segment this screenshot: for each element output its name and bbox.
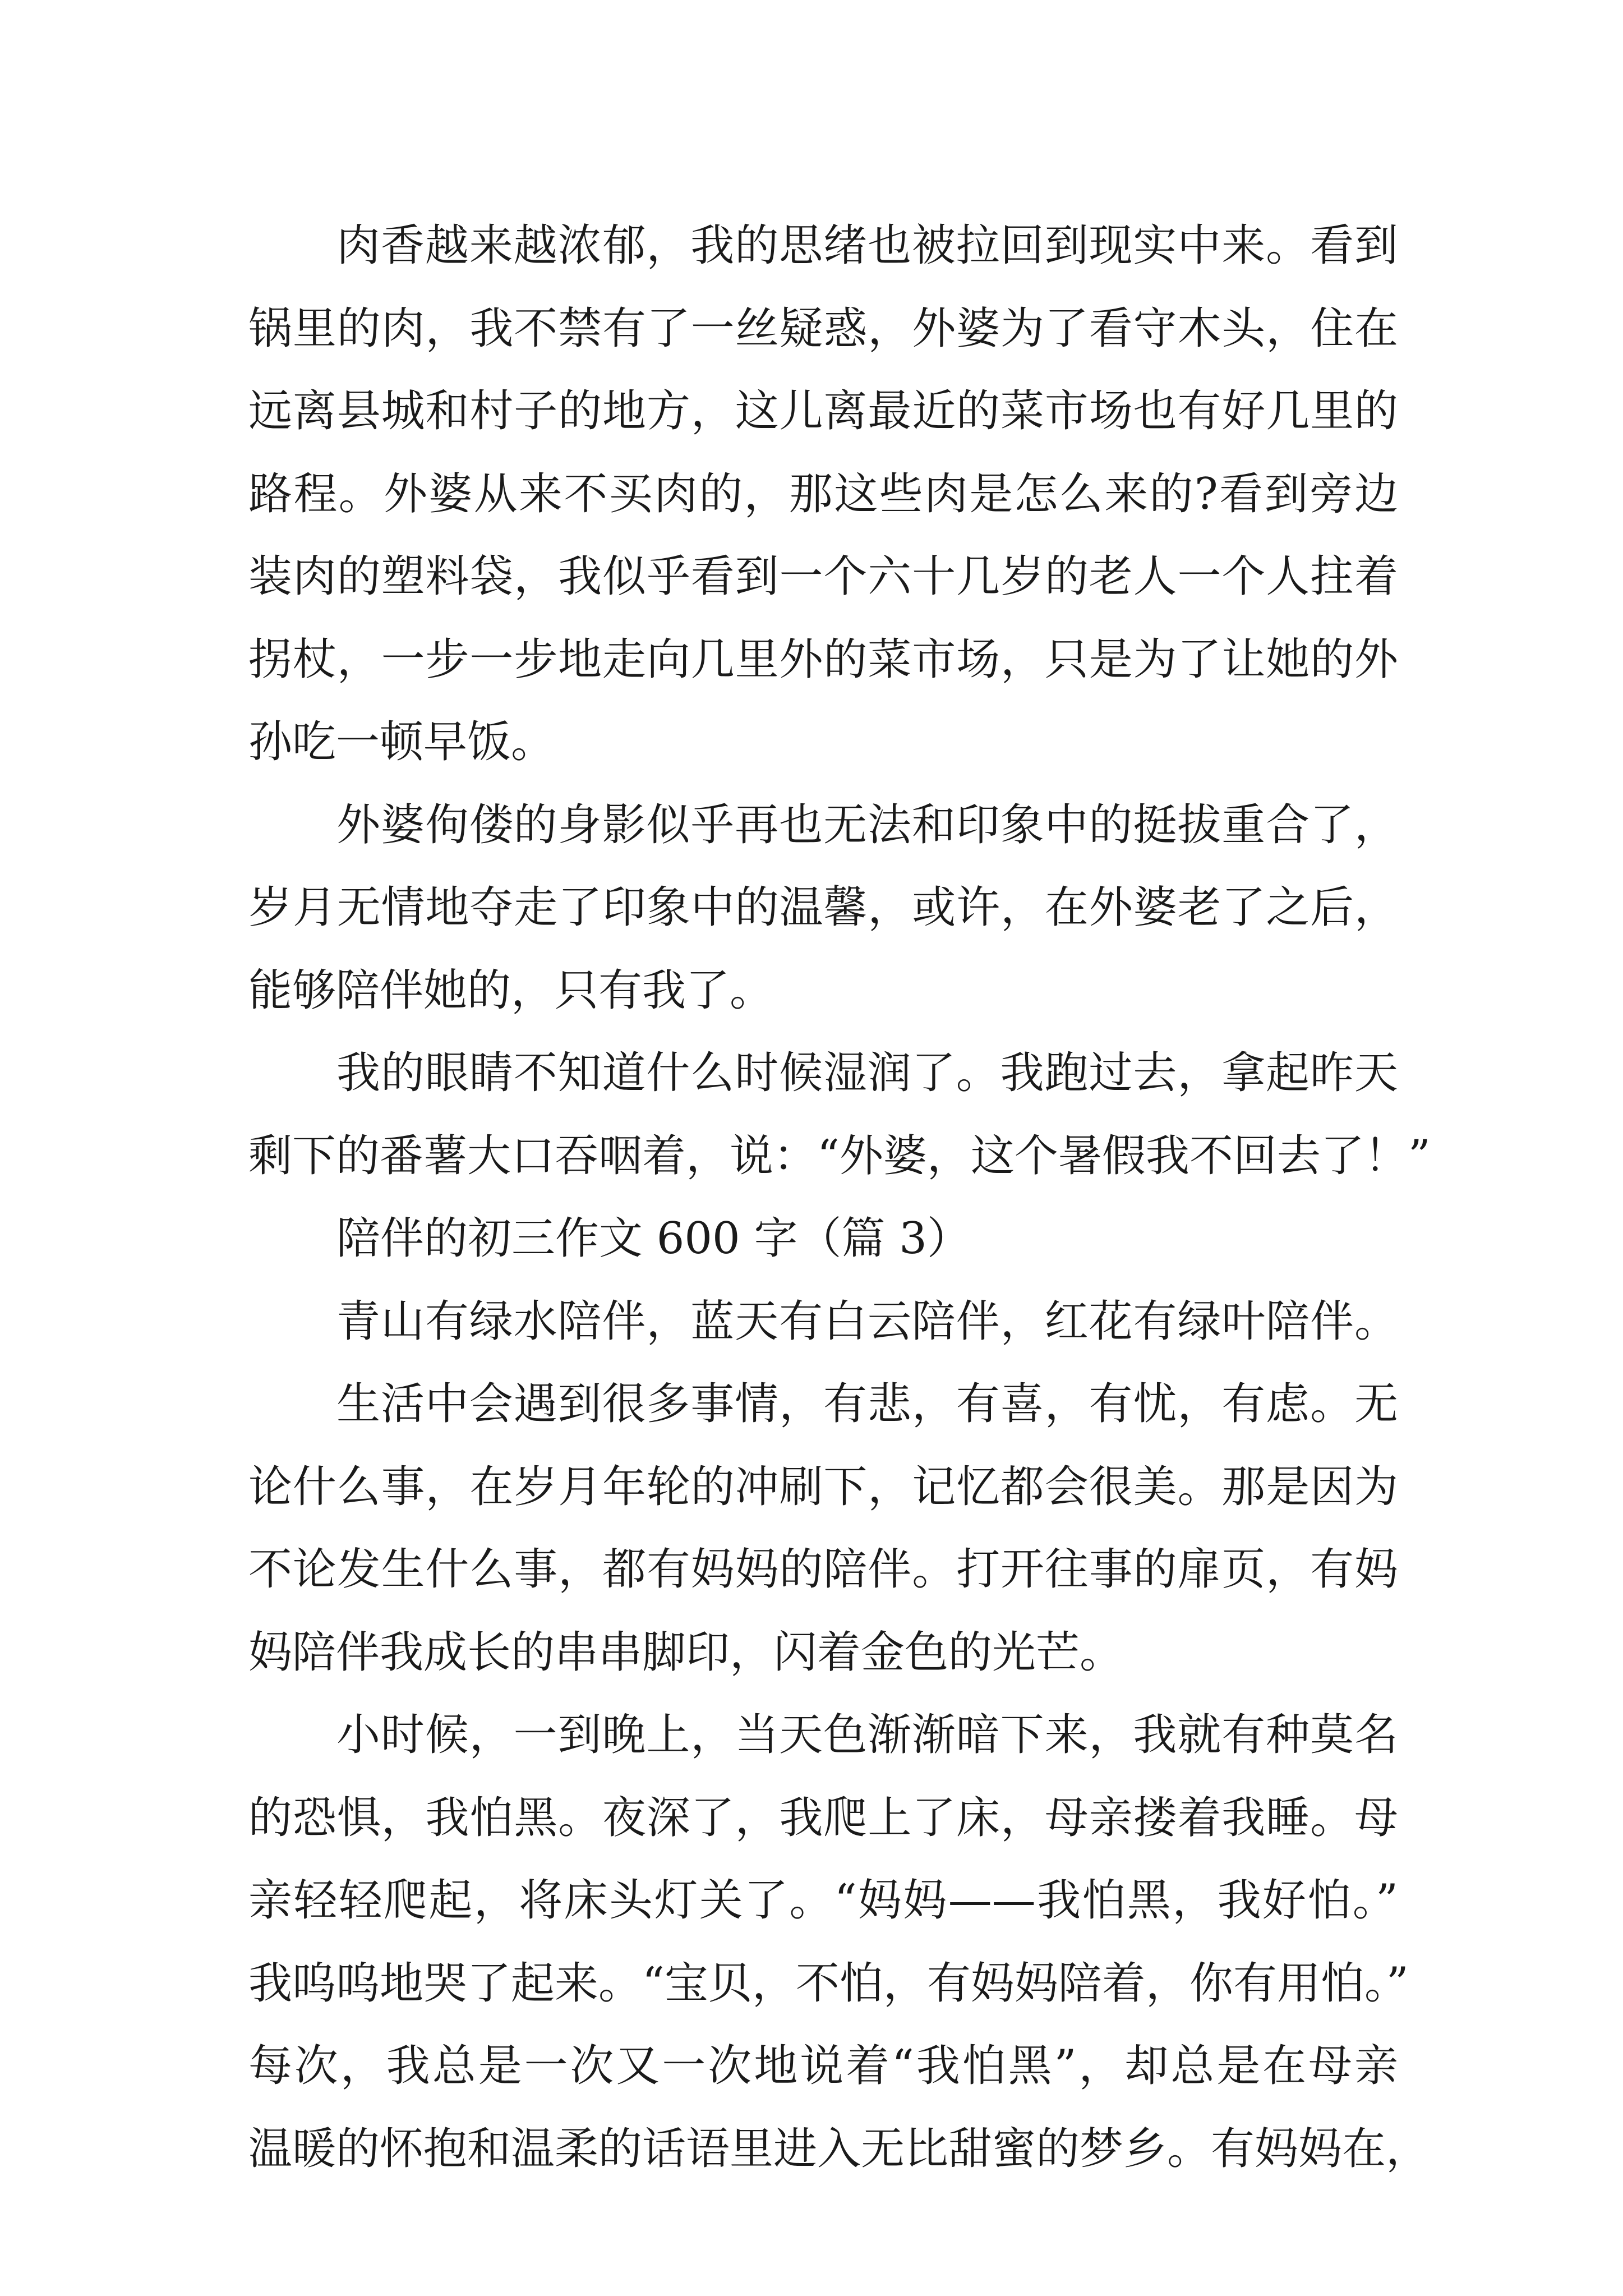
- body-text: [248, 205, 1431, 2191]
- text-line: 不论发生什么事，都有妈妈的陪伴。打开往事的扉页，有妈: [248, 1544, 1398, 1595]
- text-line: 远离县城和村子的地方，这儿离最近的菜市场也有好几里的: [248, 386, 1398, 436]
- text-line: 论什么事，在岁月年轮的冲刷下，记忆都会很美。那是因为: [248, 1461, 1398, 1512]
- text-line: 我呜呜地哭了起来。“宝贝，不怕，有妈妈陪着，你有用怕。”: [248, 1958, 1409, 2009]
- text-line: 我的眼睛不知道什么时候湿润了。我跑过去，拿起昨天: [336, 1048, 1398, 1098]
- section-heading: 陪伴的初三作文 600 字（篇 3）: [336, 1213, 971, 1264]
- text-line: 岁月无情地夺走了印象中的温馨，或许，在外婆老了之后，: [248, 882, 1398, 933]
- text-line: 生活中会遇到很多事情，有悲，有喜，有忧，有虑。无: [336, 1379, 1398, 1429]
- text-line: 路程。外婆从来不买肉的，那这些肉是怎么来的?看到旁边: [248, 468, 1398, 519]
- text-line: 小时候，一到晚上，当天色渐渐暗下来，我就有种莫名: [336, 1710, 1398, 1760]
- text-line: 锅里的肉，我不禁有了一丝疑惑，外婆为了看守木头，住在: [248, 303, 1398, 354]
- text-line: 肉香越来越浓郁，我的思绪也被拉回到现实中来。看到: [336, 220, 1398, 271]
- text-line: 剩下的番薯大口吞咽着，说：“外婆，这个暑假我不回去了！”: [248, 1130, 1431, 1181]
- text-line: 亲轻轻爬起，将床头灯关了。“妈妈——我怕黑，我好怕。”: [248, 1875, 1398, 1926]
- text-line: 拐杖，一步一步地走向几里外的菜市场，只是为了让她的外: [248, 634, 1398, 685]
- text-line: 孙吃一顿早饭。: [248, 717, 555, 767]
- text-line: 每次，我总是一次又一次地说着“我怕黑”，却总是在母亲: [248, 2041, 1398, 2091]
- text-line: 青山有绿水陪伴，蓝天有白云陪伴，红花有绿叶陪伴。: [336, 1296, 1398, 1347]
- text-line: 外婆佝偻的身影似乎再也无法和印象中的挺拔重合了，: [336, 799, 1398, 850]
- text-line: 妈陪伴我成长的串串脚印，闪着金色的光芒。: [248, 1627, 1124, 1678]
- text-line: 的恐惧，我怕黑。夜深了，我爬上了床，母亲搂着我睡。母: [248, 1792, 1398, 1843]
- text-line: 温暖的怀抱和温柔的话语里进入无比甜蜜的梦乡。有妈妈在，: [248, 2123, 1430, 2174]
- text-line: 装肉的塑料袋，我似乎看到一个六十几岁的老人一个人拄着: [248, 551, 1398, 602]
- text-line: 能够陪伴她的，只有我了。: [248, 965, 774, 1016]
